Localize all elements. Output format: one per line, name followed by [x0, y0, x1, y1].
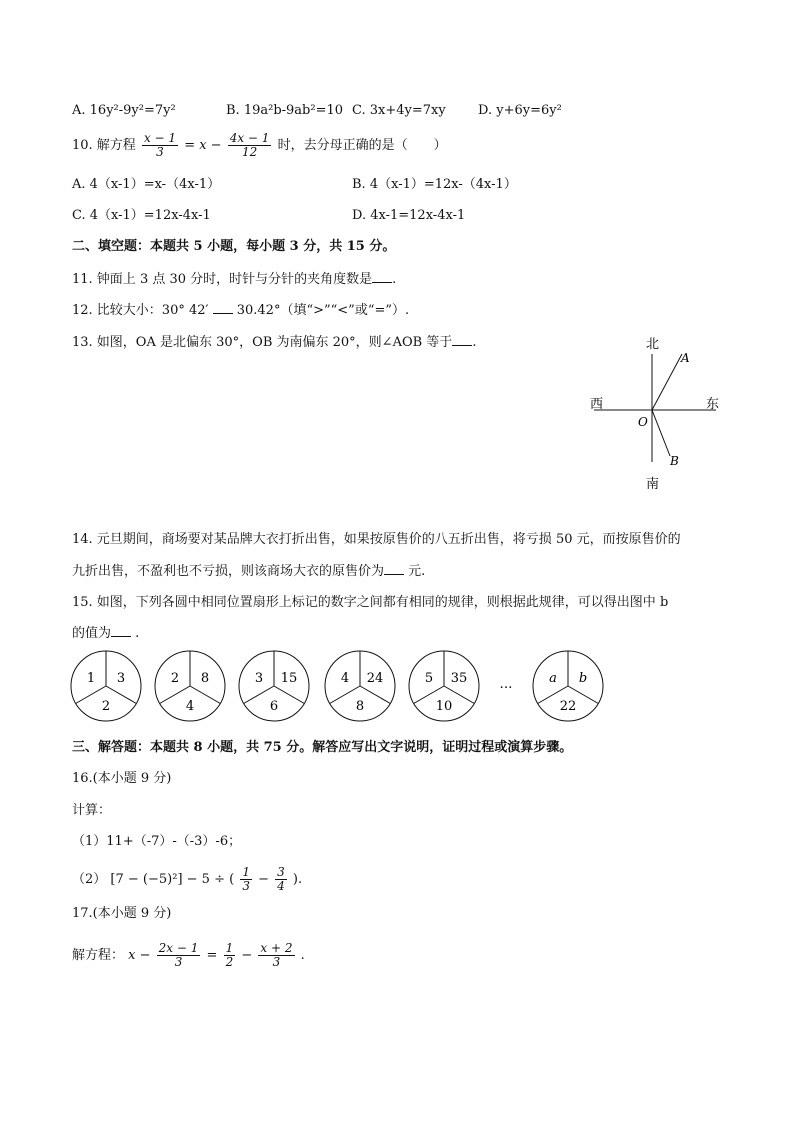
q12-end: 30.42°（填“>”“<”或“=”）.	[232, 303, 410, 318]
sector-bottom-value: 22	[559, 699, 577, 714]
q16-p2-expr: [7 − (−5)²] − 5 ÷ (	[110, 872, 235, 887]
q16-frac-2	[275, 866, 287, 893]
sector-top-left-value: 4	[340, 671, 350, 686]
q11-end: .	[392, 272, 397, 287]
sector-top-right-value: 3	[116, 671, 126, 686]
q14-text: 九折出售，不盈利也不亏损，则该商场大衣的原售价为	[72, 564, 385, 579]
q17-f2-num: 1	[225, 941, 234, 955]
q16-part-2	[72, 866, 302, 893]
q17-end: .	[300, 948, 305, 963]
divider-right	[274, 686, 304, 704]
sector-circle	[155, 651, 225, 721]
q16-f2-den: 4	[277, 879, 285, 893]
q10-mid: = x −	[184, 138, 222, 153]
section-2-heading: 二、填空题：本题共 5 小题，每小题 3 分，共 15 分。	[72, 239, 396, 254]
q16-f1-num: 1	[242, 865, 250, 879]
q10-suffix: 时，去分母正确的是（ ）	[277, 138, 447, 153]
ellipsis: …	[499, 677, 513, 692]
q10-f2-den: 12	[241, 145, 258, 159]
sector-circle	[533, 651, 603, 721]
q15-line-1: 15. 如图，下列各圆中相同位置扇形上标记的数字之间都有相同的规律，则根据此规律，可以得出图中 b	[72, 595, 669, 610]
q16-calc-label: 计算：	[72, 803, 112, 818]
q12-text: 12. 比较大小：30° 42′	[72, 303, 213, 318]
sector-circles-figure	[68, 646, 608, 726]
q17-eq: =	[206, 948, 218, 963]
label-a: A	[681, 351, 690, 365]
q13-blank	[452, 333, 472, 346]
sector-bottom-value: 10	[435, 699, 453, 714]
label-west: 西	[590, 397, 604, 412]
q16-part-1: （1）11+（-7）-（-3）-6；	[72, 834, 242, 849]
q15-line-2	[72, 624, 139, 643]
sector-top-left-value: 1	[86, 671, 96, 686]
q17-frac-2	[224, 942, 236, 969]
q17-f3-den: 3	[272, 955, 281, 969]
sector-circle	[239, 651, 309, 721]
ray-ob	[652, 410, 670, 456]
sector-bottom-value: 6	[269, 699, 279, 714]
q14-line-1: 14. 元旦期间，商场要对某品牌大衣打折出售，如果按原售价的八五折出售，将亏损 50 元，而按原售价的	[72, 532, 681, 547]
q17-f1-den: 3	[174, 955, 183, 969]
label-south: 南	[646, 477, 660, 492]
sector-top-left-value: 3	[254, 671, 264, 686]
q9-option-b: B. 19a²b-9ab²=10	[226, 103, 344, 118]
sector-bottom-value: 4	[185, 699, 195, 714]
q15-text: 的值为	[72, 626, 112, 641]
divider-right	[106, 686, 136, 704]
q16-title: 16.(本小题 9 分)	[72, 771, 172, 786]
q14-line-2	[72, 562, 425, 581]
sector-circle	[409, 651, 479, 721]
q13-text: 13. 如图，OA 是北偏东 30°，OB 为南偏东 20°，则∠AOB 等于	[72, 335, 453, 350]
divider-right	[190, 686, 220, 704]
sector-circle	[71, 651, 141, 721]
sector-top-left-value: 5	[424, 671, 434, 686]
ray-oa	[652, 354, 682, 410]
sector-bottom-value: 2	[101, 699, 111, 714]
q10-fraction-2	[228, 132, 272, 159]
q17-f2-den: 2	[225, 955, 234, 969]
sector-circle	[325, 651, 395, 721]
q10-fraction-1	[142, 132, 178, 159]
label-north: 北	[646, 337, 660, 352]
q12	[72, 301, 409, 320]
q17-equation	[72, 942, 305, 969]
label-o: O	[638, 415, 648, 429]
compass-diagram	[586, 332, 726, 496]
q17-frac-3	[258, 942, 294, 969]
q13-end: .	[472, 335, 477, 350]
q10-stem	[72, 132, 447, 159]
q10-option-c: C. 4（x-1）=12x-4x-1	[72, 208, 211, 223]
q17-f3-num: x + 2	[260, 941, 293, 955]
label-east: 东	[706, 397, 720, 412]
sector-top-right-value: 24	[366, 671, 384, 686]
q10-f1-num: x − 1	[143, 131, 177, 145]
q11-blank	[372, 270, 392, 283]
q16-p2-minus: −	[258, 872, 269, 887]
sector-bottom-value: 8	[355, 699, 365, 714]
q11-text: 11. 钟面上 3 点 30 分时，时针与分针的夹角度数是	[72, 272, 373, 287]
q14-blank	[384, 562, 404, 575]
sector-top-right-value: 8	[200, 671, 210, 686]
q10-f2-num: 4x − 1	[229, 131, 270, 145]
label-b: B	[670, 454, 679, 468]
q16-frac-1	[240, 866, 252, 893]
sector-top-left-value: a	[549, 671, 557, 686]
sector-top-right-value: 35	[450, 671, 468, 686]
q17-frac-1	[157, 942, 201, 969]
q10-option-b: B. 4（x-1）=12x-（4x-1）	[352, 177, 517, 192]
q15-end: .	[131, 626, 140, 641]
q10-prefix: 10. 解方程	[72, 138, 136, 153]
q16-f1-den: 3	[242, 879, 250, 893]
q11	[72, 270, 396, 289]
q12-blank	[213, 301, 233, 314]
sector-top-right-value: 15	[280, 671, 298, 686]
q10-f1-den: 3	[156, 145, 164, 159]
q17-label: 解方程：	[72, 948, 125, 963]
q9-option-d: D. y+6y=6y²	[478, 103, 562, 118]
q10-option-d: D. 4x-1=12x-4x-1	[352, 208, 466, 223]
q9-option-a: A. 16y²-9y²=7y²	[72, 103, 176, 118]
sector-top-left-value: 2	[170, 671, 180, 686]
sector-top-right-value: b	[578, 671, 588, 686]
q9-option-c: C. 3x+4y=7xy	[352, 103, 446, 118]
divider-right	[360, 686, 390, 704]
q14-end: 元.	[404, 564, 426, 579]
q10-option-a: A. 4（x-1）=x-（4x-1）	[72, 177, 221, 192]
q16-f2-num: 3	[277, 865, 285, 879]
section-3-heading: 三、解答题：本题共 8 小题，共 75 分。解答应写出文字说明，证明过程或演算步骤。	[72, 740, 573, 755]
q15-blank	[111, 624, 131, 637]
q17-x: x −	[128, 948, 151, 963]
q16-p2-label: （2）	[72, 872, 107, 887]
q13	[72, 333, 476, 352]
q17-minus: −	[241, 948, 253, 963]
q17-title: 17.(本小题 9 分)	[72, 906, 172, 921]
q17-f1-num: 2x − 1	[158, 941, 199, 955]
q16-p2-end: ).	[292, 872, 303, 887]
